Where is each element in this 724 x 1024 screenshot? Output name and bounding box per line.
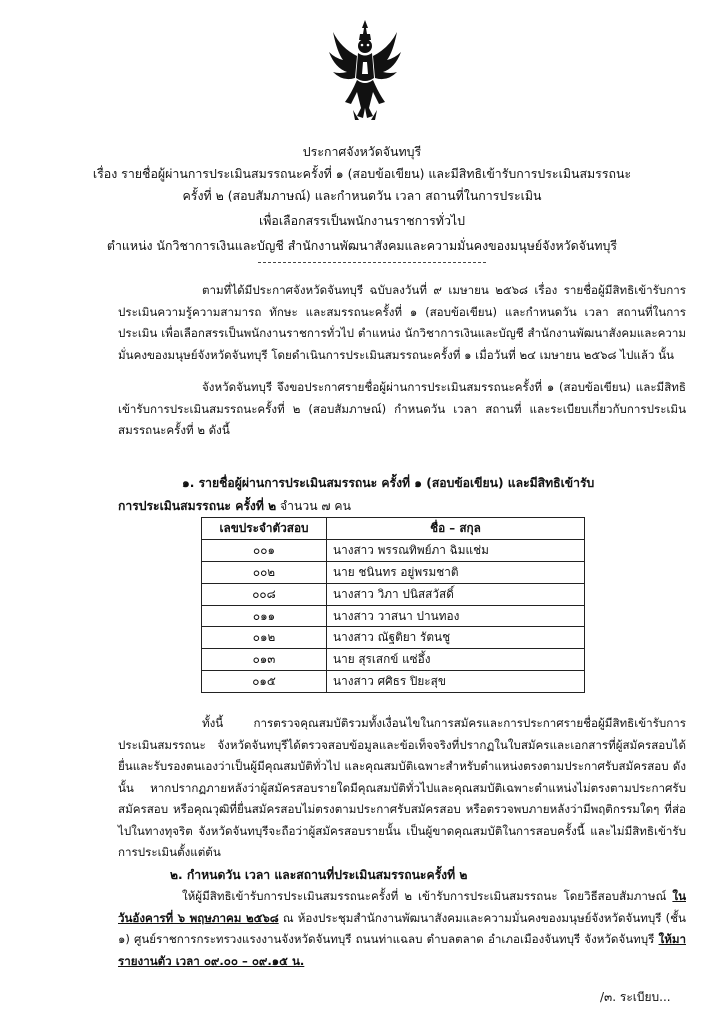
section1-subtitle [118,496,678,517]
paragraph-intro: ตามที่ได้มีประกาศจังหวัดจันทบุรี ฉบับลงวันที่ ๙ เมษายน ๒๕๖๘ เรื่อง รายชื่อผู้มีสิทธิเข้ารับการประเมินความรู้ความสามารถ ทักษะ และสมรรถนะครั้งที่ ๑ (สอบข้อเขียน) และกำหนดวัน เวลา สถานที่ในการประเมิน เพื่อเลือกสรรเป็นพนักงานราชการทั่วไป ตำแหน่ง นักวิชาการเงินและบัญชี สำนักงานพัฒนาสังคมและความมั่นคงของมนุษย์จังหวัดจันทบุรี โดยดำเนินการประเมินสมรรถนะครั้งที่ ๑ เมื่อวันที่ ๒๔ เมษายน ๒๕๖๘ ไปแล้ว นั้น [118,283,686,362]
table-row [202,561,585,583]
section1-title: ๑. รายชื่อผู้ผ่านการประเมินสมรรถนะ ครั้งที่ ๑ (สอบข้อเขียน) และมีสิทธิเข้ารับ [182,476,595,490]
table-row [202,671,585,693]
paragraph-qualification-note: ทั้งนี้ การตรวจคุณสมบัติรวมทั้งเงื่อนไขในการสมัครและการประกาศรายชื่อผู้มีสิทธิเข้ารับการประเมินสมรรถนะ จังหวัดจันทบุรีได้ตรวจสอบข้อมูลและข้อเท็จจริงที่ปรากฏในใบสมัครและเอกสารที่ผู้สมัครสอบได้ยื่นและรับรองตนเองว่าเป็นผู้มีคุณสมบัติทั่วไป และคุณสมบัติเฉพาะสำหรับตำแหน่งตรงตามประกาศรับสมัครสอบ ดังนั้น หากปรากฏภายหลังว่าผู้สมัครสอบรายใดมีคุณสมบัติทั่วไปและคุณสมบัติเฉพาะตำแหน่งไม่ตรงตามประกาศรับสมัครสอบ หรือคุณวุฒิที่ยื่นสมัครสอบไม่ตรงตามประกาศรับสมัครสอบ หรือตรวจพบภายหลังว่ามีพฤติกรรมใดๆ ที่ส่อไปในทางทุจริต จังหวัดจันทบุรีจะถือว่าผู้สมัครสอบรายนั้น เป็นผู้ขาดคุณสมบัติในการสอบครั้งนี้ และไม่มีสิทธิเข้ารับการประเมินตั้งแต่ต้น [118,716,686,859]
section1-title-cont: การประเมินสมรรถนะ ครั้งที่ ๒ [118,499,277,513]
section2-title: ๒. กำหนดวัน เวลา และสถานที่ประเมินสมรรถนะครั้งที่ ๒ [170,868,468,882]
header-subject-cont: ครั้งที่ ๒ (สอบสัมภาษณ์) และกำหนดวัน เวลา สถานที่ในการประเมิน [182,188,542,203]
page-continuation: /๓. ระเบียบ... [600,990,671,1004]
exam-id: ๐๐๑ [202,539,327,561]
candidate-name: นางสาว วิภา ปนิสสวัสดิ์ [327,583,585,605]
schedule-report-time: ให้มารายงานตัว เวลา ๐๙.๐๐ – ๐๙.๑๕ น. [118,932,686,968]
paragraph-schedule [118,886,686,972]
exam-id: ๐๑๑ [202,605,327,627]
exam-id: ๐๐๘ [202,583,327,605]
exam-id: ๐๑๒ [202,627,327,649]
candidate-name: นางสาว พรรณทิพย์ภา ฉิมแช่ม [327,539,585,561]
header-subject: เรื่อง รายชื่อผู้ผ่านการประเมินสมรรถนะครั้งที่ ๑ (สอบข้อเขียน) และมีสิทธิเข้ารับการประเมินสมรรถนะ [92,166,632,181]
exam-id: ๐๐๒ [202,561,327,583]
table-row [202,583,585,605]
column-header-name: ชื่อ – สกุล [327,518,585,540]
schedule-location: ณ ห้องประชุมสำนักงานพัฒนาสังคมและความมั่นคงของมนุษย์จังหวัดจันทบุรี (ชั้น ๑) ศูนย์ราชการกระทรวงแรงงานจังหวัดจันทบุรี ถนนท่าแฉลบ ตำบลตลาด อำเภอเมืองจันทบุรี จังหวัดจันทบุรี [118,910,686,946]
header-position: ตำแหน่ง นักวิชาการเงินและบัญชี สำนักงานพัฒนาสังคมและความมั่นคงของมนุษย์จังหวัดจันทบุรี [106,238,618,253]
candidate-name: นางสาว วาสนา ปานทอง [327,605,585,627]
candidate-table [201,517,585,693]
exam-id: ๐๑๓ [202,649,327,671]
table-row [202,605,585,627]
header-separator [258,262,486,263]
header-title: ประกาศจังหวัดจันทบุรี [302,144,422,159]
header-purpose: เพื่อเลือกสรรเป็นพนักงานราชการทั่วไป [258,213,466,228]
section1-count: จำนวน ๗ คน [276,499,351,513]
candidate-name: นางสาว ณัฐติยา รัตนชู [327,627,585,649]
paragraph-announcement: จังหวัดจันทบุรี จึงขอประกาศรายชื่อผู้ผ่านการประเมินสมรรถนะครั้งที่ ๑ (สอบข้อเขียน) และมีสิทธิเข้ารับการประเมินสมรรถนะครั้งที่ ๒ (สอบสัมภาษณ์) กำหนดวัน เวลา สถานที่ และระเบียบเกี่ยวกับการประเมินสมรรถนะครั้งที่ ๒ ดังนี้ [118,380,686,437]
schedule-date: ในวันอังคารที่ ๖ พฤษภาคม ๒๕๖๘ [118,889,686,925]
table-row [202,539,585,561]
table-header-row [202,518,585,540]
column-header-id: เลขประจำตัวสอบ [202,518,327,540]
candidate-name: นางสาว ศศิธร ปิยะสุข [327,671,585,693]
schedule-intro: ให้ผู้มีสิทธิเข้ารับการประเมินสมรรถนะครั้งที่ ๒ เข้ารับการประเมินสมรรถนะ โดยวิธีสอบสัมภาษณ์ [182,889,673,903]
candidate-name: นาย สุรเสกข์ แซ่อึ้ง [327,649,585,671]
garuda-emblem-icon [327,18,403,122]
table-row [202,649,585,671]
table-row [202,627,585,649]
exam-id: ๐๑๕ [202,671,327,693]
candidate-name: นาย ชนินทร อยู่พรมชาติ [327,561,585,583]
